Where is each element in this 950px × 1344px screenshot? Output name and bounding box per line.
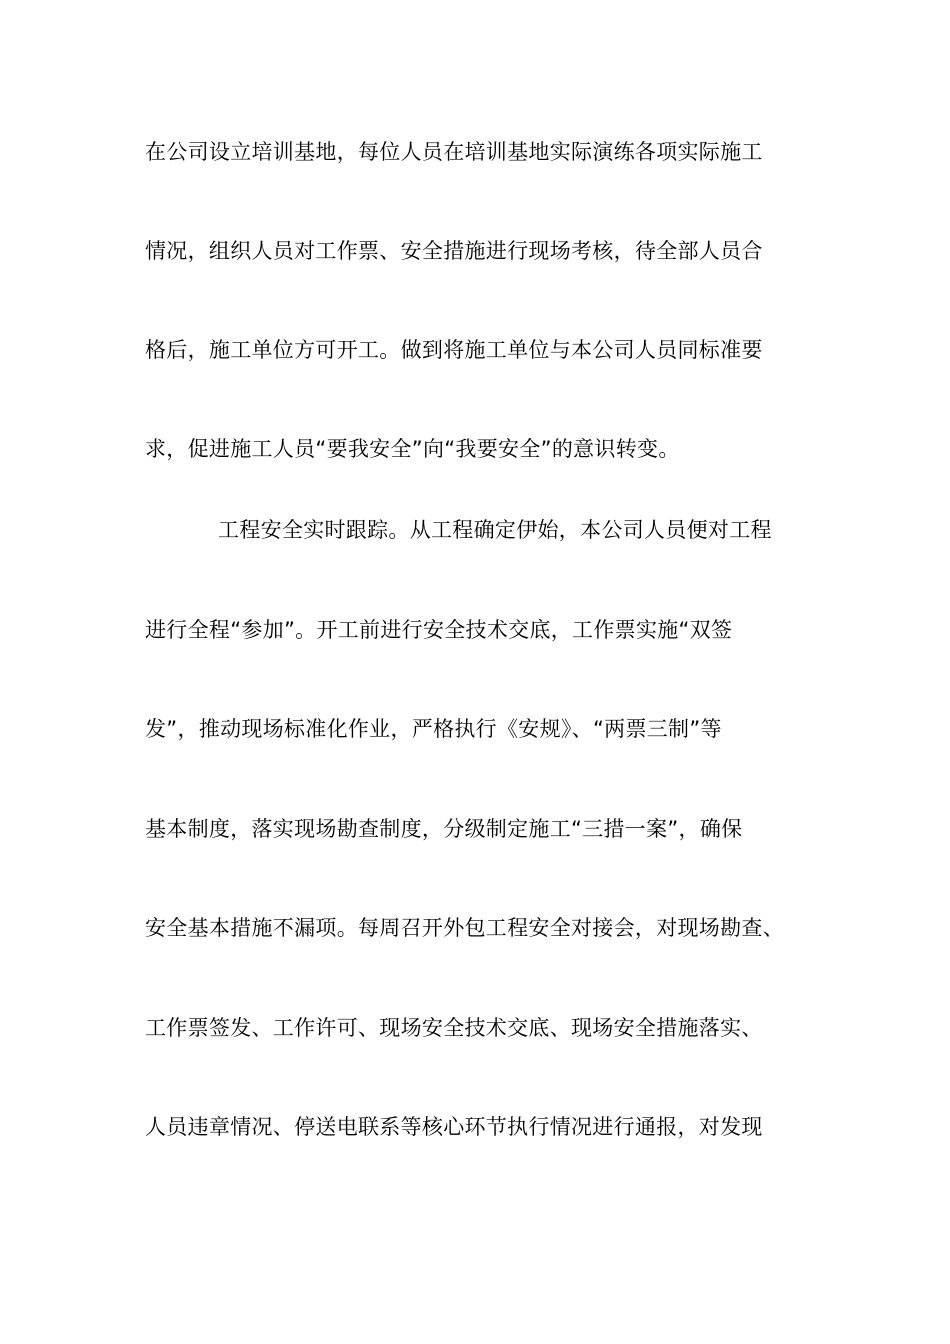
paragraph-line-3: 格后，施工单位方可开工。做到将施工单位与本公司人员同标准要 (145, 338, 763, 362)
paragraph-line-2: 情况，组织人员对工作票、安全措施进行现场考核，待全部人员合 (145, 239, 763, 263)
paragraph-line-8: 基本制度，落实现场勘查制度，分级制定施工“三措一案”，确保 (145, 817, 743, 841)
paragraph-line-7: 发”，推动现场标准化作业，严格执行《安规》、“两票三制”等 (145, 717, 722, 741)
paragraph-line-6: 进行全程“参加”。开工前进行安全技术交底，工作票实施“双签 (145, 618, 733, 642)
paragraph-line-5: 工程安全实时跟踪。从工程确定伊始，本公司人员便对工程 (218, 518, 772, 542)
paragraph-line-9: 安全基本措施不漏项。每周召开外包工程安全对接会，对现场勘查、 (145, 916, 784, 940)
paragraph-line-1: 在公司设立培训基地，每位人员在培训基地实际演练各项实际施工 (145, 140, 763, 164)
paragraph-line-10: 工作票签发、工作许可、现场安全技术交底、现场安全措施落实、 (145, 1016, 763, 1040)
paragraph-line-11: 人员违章情况、停送电联系等核心环节执行情况进行通报，对发现 (145, 1115, 763, 1139)
paragraph-line-4: 求，促进施工人员“要我安全”向“我要安全”的意识转变。 (145, 437, 680, 461)
